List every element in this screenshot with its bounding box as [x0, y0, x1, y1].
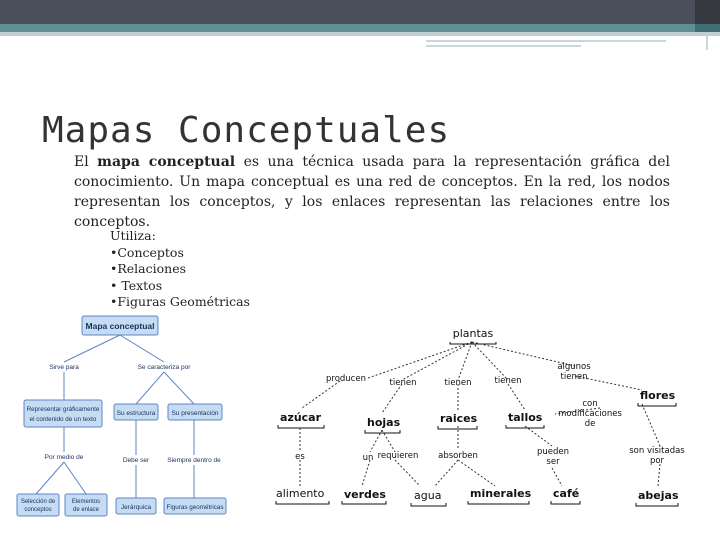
left-leaf-label: de enlace — [72, 507, 100, 513]
right-leaf-label: alimento — [276, 487, 325, 500]
right-leaf-label: agua — [414, 489, 442, 502]
left-link-label: Por medio de — [44, 454, 84, 461]
right-link-label: producen — [326, 374, 366, 384]
definition-term: mapa conceptual — [97, 154, 236, 170]
right-link-label: es — [295, 452, 305, 462]
uses-list — [110, 228, 250, 311]
uses-item: •Conceptos — [110, 244, 184, 260]
left-link-label: Sirve para — [49, 364, 79, 371]
right-link-label: tienen — [494, 376, 522, 386]
right-node-label: hojas — [367, 416, 401, 429]
left-root-label: Mapa conceptual — [85, 321, 155, 331]
right-leaf-label: abejas — [638, 489, 679, 502]
left-node-label: Su estructura — [116, 410, 156, 417]
uses-item: • Textos — [110, 277, 163, 293]
left-leaf-label: Figuras geométricas — [166, 504, 224, 511]
leaf-underline — [411, 503, 446, 506]
right-leaf-label: verdes — [344, 488, 386, 501]
left-node-label: el contenido de un texto — [29, 416, 97, 423]
header-bar — [0, 0, 720, 24]
right-link-label: requieren — [377, 451, 419, 461]
left-concept-map — [14, 312, 230, 520]
right-node-label: flores — [640, 389, 676, 402]
left-leaf-label: Elementos — [71, 499, 101, 505]
right-link-label: con — [582, 399, 598, 409]
definition-intro: El — [74, 154, 89, 170]
header-accent-bar — [0, 24, 720, 32]
right-node-label: azúcar — [280, 411, 322, 424]
leaf-underline — [342, 501, 386, 504]
header-bar-corner — [695, 0, 720, 24]
header-accent-corner — [695, 24, 720, 32]
left-leaf-label: Jerárquica — [120, 504, 152, 511]
right-link-label: son visitadas — [629, 446, 685, 456]
right-concept-map — [270, 318, 696, 510]
decor-line — [426, 45, 581, 47]
decor-line — [426, 40, 666, 42]
left-leaf-label: conceptos — [24, 507, 52, 513]
right-link-label: ser — [546, 457, 560, 467]
right-link-label: pueden — [536, 447, 570, 457]
leaf-underline — [468, 501, 529, 504]
left-leaf-label: Selección de — [20, 499, 56, 505]
leaf-underline — [551, 501, 580, 504]
leaf-underline — [636, 503, 678, 506]
header-underline — [0, 32, 720, 36]
uses-item: •Relaciones — [110, 261, 187, 276]
right-link-label: de — [584, 419, 596, 429]
right-link-label: tienen — [389, 378, 417, 388]
uses-item: •Figuras Geométricas — [110, 294, 250, 309]
right-root-label: plantas — [452, 327, 494, 340]
definition-text: es una técnica usada para la representación gráfica del conocimiento. Un mapa conceptual es una red de conceptos. En la red, los nodos representan los conceptos, y los enlaces representan las relaciones entre los conceptos. — [74, 154, 670, 230]
node-underline — [638, 403, 676, 406]
uses-heading: Utiliza: — [110, 228, 156, 243]
slide-title: Mapas Conceptuales — [42, 110, 451, 151]
right-link-label: tienen — [560, 372, 588, 382]
right-link-label: absorben — [438, 451, 478, 461]
leaf-underline — [276, 501, 329, 504]
right-link-label: modificaciones — [558, 409, 622, 419]
right-leaf-label: café — [553, 487, 580, 500]
right-leaf-label: minerales — [470, 487, 532, 500]
right-link-label: un — [362, 453, 374, 463]
definition-paragraph — [74, 152, 670, 232]
node-underline — [278, 425, 324, 428]
right-node-label: raices — [440, 412, 478, 425]
right-link-label: por — [649, 456, 665, 466]
left-node-label: Representar gráficamente — [26, 406, 100, 413]
right-link-label: tienen — [444, 378, 472, 388]
left-node-label: Su presentación — [171, 410, 219, 417]
right-link-label: algunos — [557, 362, 591, 372]
left-link-label: Debe ser — [122, 457, 150, 464]
right-node-label: tallos — [508, 411, 543, 424]
decor-vertical-line — [706, 36, 708, 50]
left-link-label: Se caracteriza por — [137, 364, 191, 371]
left-link-label: Siempre dentro de — [167, 457, 221, 464]
